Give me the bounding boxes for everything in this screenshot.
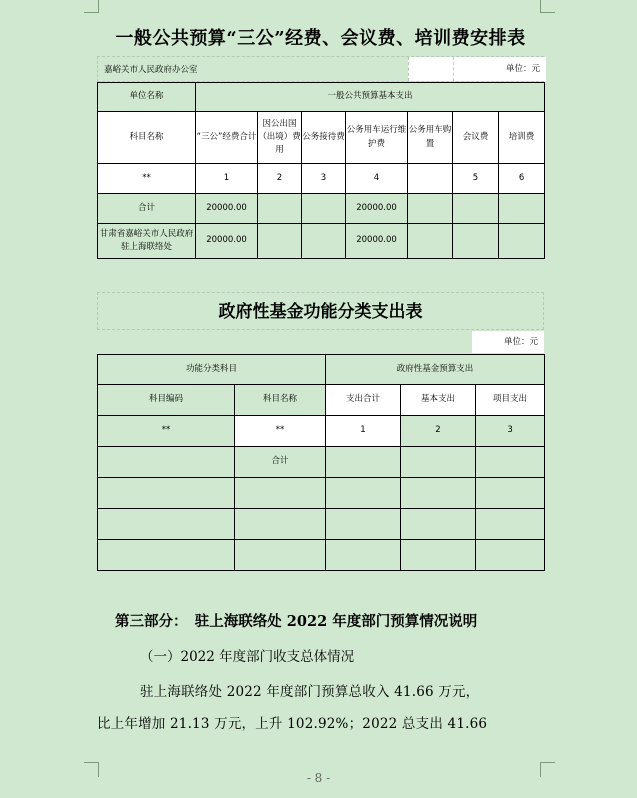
cell <box>98 509 235 540</box>
cell <box>476 509 545 540</box>
cell: 20000.00 <box>346 224 408 259</box>
table-row <box>98 416 545 447</box>
cell: 4 <box>346 164 408 194</box>
cell <box>499 224 545 259</box>
section-heading: 第三部分： 驻上海联络处 2022 年度部门预算情况说明 <box>115 613 478 630</box>
cell: ** <box>98 416 235 447</box>
col-subject-name: 科目名称 <box>235 385 326 416</box>
table-row <box>98 194 545 224</box>
table1-title: 一般公共预算“三公”经费、会议费、培训费安排表 <box>115 28 526 49</box>
cell: 6 <box>499 164 545 194</box>
cell: 1 <box>196 164 258 194</box>
cell <box>302 224 346 259</box>
cell: 1 <box>326 416 401 447</box>
cell <box>235 509 326 540</box>
header-general-budget: 一般公共预算基本支出 <box>196 83 545 112</box>
cell <box>326 478 401 509</box>
cell <box>408 194 453 224</box>
cell-label: 甘肃省嘉峪关市人民政府驻上海联络处 <box>98 224 196 259</box>
cell <box>302 194 346 224</box>
table1-unit: 单位：元 <box>505 64 540 74</box>
cell <box>453 194 499 224</box>
cell-label: ** <box>98 164 196 194</box>
cell: 3 <box>476 416 545 447</box>
cell <box>98 540 235 571</box>
cell <box>401 447 476 478</box>
cell: ** <box>235 416 326 447</box>
cell: 20000.00 <box>346 194 408 224</box>
col-vehicle-purchase: 公务用车购置 <box>408 112 453 164</box>
cell: 20000.00 <box>196 224 258 259</box>
cell-label: 合计 <box>98 194 196 224</box>
cell: 3 <box>302 164 346 194</box>
table2-unit: 单位：元 <box>472 331 544 353</box>
cell: 20000.00 <box>196 194 258 224</box>
cell <box>235 478 326 509</box>
cell <box>499 194 545 224</box>
table2-title: 政府性基金功能分类支出表 <box>218 302 423 322</box>
cell <box>258 194 302 224</box>
cell <box>326 447 401 478</box>
unit-box <box>408 57 546 81</box>
cell <box>401 540 476 571</box>
table-row <box>98 478 545 509</box>
col-project-expense: 项目支出 <box>476 385 545 416</box>
header-unit-name: 单位名称 <box>98 83 196 112</box>
col-overseas: 因公出国（出境）费用 <box>258 112 302 164</box>
paragraph-line-2: 比上年增加 21.13 万元，上升 102.92%；2022 总支出 41.66 <box>97 716 488 732</box>
table-row <box>98 164 545 194</box>
cell <box>401 509 476 540</box>
col-subject-code: 科目编码 <box>98 385 235 416</box>
cell <box>258 224 302 259</box>
cell <box>476 478 545 509</box>
col-basic-expense: 基本支出 <box>401 385 476 416</box>
cell: 2 <box>401 416 476 447</box>
table-row <box>98 509 545 540</box>
header-subject-name: 科目名称 <box>98 112 196 164</box>
cell <box>98 447 235 478</box>
cell <box>476 447 545 478</box>
cell <box>235 540 326 571</box>
paragraph-line-1: 驻上海联络处 2022 年度部门预算总收入 41.66 万元， <box>140 684 480 700</box>
col-expense-total: 支出合计 <box>326 385 401 416</box>
table1-info-strip <box>97 56 544 82</box>
cell <box>326 540 401 571</box>
page-number: - 8 - <box>306 771 331 785</box>
subsection-heading: （一）2022 年度部门收支总体情况 <box>140 649 355 665</box>
crop-mark-top-left <box>84 0 99 13</box>
col-vehicle-maintenance: 公务用车运行维护费 <box>346 112 408 164</box>
cell: 5 <box>453 164 499 194</box>
table-government-fund-expenses <box>97 354 545 571</box>
header-fund-budget: 政府性基金预算支出 <box>326 355 545 385</box>
org-name: 嘉峪关市人民政府办公室 <box>104 65 198 75</box>
col-training: 培训费 <box>499 112 545 164</box>
table-row <box>98 540 545 571</box>
cell-total-label: 合计 <box>235 447 326 478</box>
cell <box>326 509 401 540</box>
cell: 2 <box>258 164 302 194</box>
table-row <box>98 447 545 478</box>
cell <box>408 224 453 259</box>
unit-box-separator <box>453 57 454 81</box>
table-row <box>98 224 545 259</box>
col-three-public-total: “三公”经费合计 <box>196 112 258 164</box>
cell <box>98 478 235 509</box>
table-three-public-expenses <box>97 82 545 259</box>
crop-mark-top-right <box>540 0 555 13</box>
cell <box>401 478 476 509</box>
header-function-subject: 功能分类科目 <box>98 355 326 385</box>
col-meeting: 会议费 <box>453 112 499 164</box>
cell <box>408 164 453 194</box>
cell <box>453 224 499 259</box>
col-reception: 公务接待费 <box>302 112 346 164</box>
cell <box>476 540 545 571</box>
